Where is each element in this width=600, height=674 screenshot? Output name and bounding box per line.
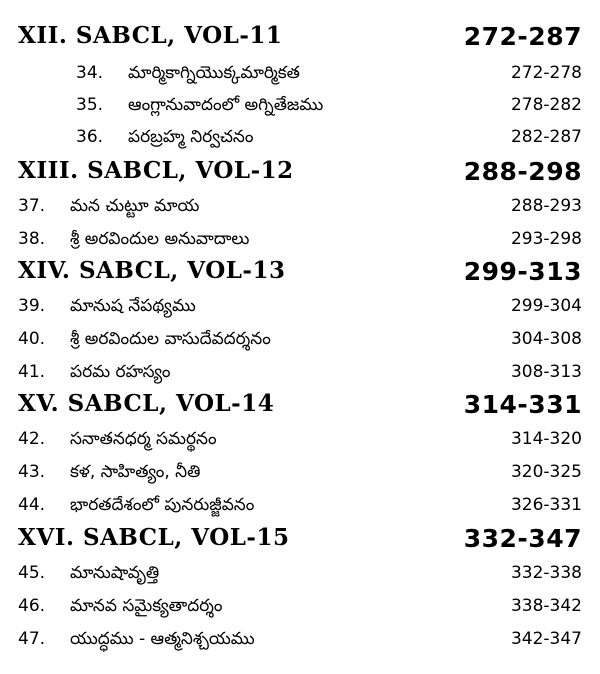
section-title: XIV. SABCL, VOL-13 (18, 257, 286, 284)
item-title: కళ, సాహిత్యం, నీతి (70, 462, 201, 482)
section-page-range: 314-331 (463, 390, 582, 419)
item-page-range: 272-278 (510, 63, 582, 83)
item-title: పరబ్రహ్మ నిర్వచనం (128, 127, 254, 147)
item-number: 43. (18, 462, 46, 482)
item-number: 44. (18, 495, 46, 515)
item-title: యుద్ధము - ఆత్మనిశ్చయము (70, 629, 255, 649)
item-page-range: 314-320 (510, 429, 582, 449)
section-page-range: 299-313 (463, 257, 582, 286)
item-number: 46. (18, 596, 46, 616)
section-page-range: 272-287 (463, 22, 582, 51)
item-number: 38. (18, 229, 46, 249)
item-title: శ్రీ అరవిందుల అనువాదాలు (70, 229, 250, 249)
section-page-range: 332-347 (463, 524, 582, 553)
item-title: శ్రీ అరవిందుల వాసుదేవదర్శనం (70, 329, 271, 349)
item-number: 35. (76, 95, 104, 115)
item-page-range: 338-342 (510, 596, 582, 616)
item-title: పరమ రహస్యం (70, 362, 171, 382)
item-page-range: 342-347 (510, 629, 582, 649)
item-page-range: 299-304 (510, 296, 582, 316)
section-page-range: 288-298 (463, 157, 582, 186)
item-page-range: 320-325 (510, 462, 582, 482)
item-number: 42. (18, 429, 46, 449)
item-number: 40. (18, 329, 46, 349)
item-number: 36. (76, 127, 104, 147)
item-title: మానుషావృత్తి (70, 563, 160, 583)
item-page-range: 304-308 (510, 329, 582, 349)
item-page-range: 282-287 (510, 127, 582, 147)
item-page-range: 278-282 (510, 95, 582, 115)
item-number: 39. (18, 296, 46, 316)
item-page-range: 308-313 (510, 362, 582, 382)
item-title: ఆంగ్లానువాదంలో అగ్నితేజము (128, 95, 324, 115)
item-title: సనాతనధర్మ సమర్థనం (70, 429, 217, 449)
item-title: భారతదేశంలో పునరుజ్జీవనం (70, 495, 255, 515)
item-title: మానవ సమైక్యతాదర్శం (70, 596, 223, 616)
item-number: 41. (18, 362, 46, 382)
item-page-range: 293-298 (510, 229, 582, 249)
item-page-range: 326-331 (510, 495, 582, 515)
item-page-range: 288-293 (510, 196, 582, 216)
section-title: XVI. SABCL, VOL-15 (18, 524, 290, 551)
item-number: 45. (18, 563, 46, 583)
item-title: మార్మికాగ్నియొక్కమార్మికత (128, 63, 300, 83)
item-number: 37. (18, 196, 46, 216)
section-title: XII. SABCL, VOL-11 (18, 22, 283, 49)
section-title: XIII. SABCL, VOL-12 (18, 157, 294, 184)
section-title: XV. SABCL, VOL-14 (18, 390, 275, 417)
item-number: 34. (76, 63, 104, 83)
item-title: మానుష నేపథ్యము (70, 296, 196, 316)
item-page-range: 332-338 (510, 563, 582, 583)
item-title: మన చుట్టూ మాయ (70, 196, 200, 216)
item-number: 47. (18, 629, 46, 649)
